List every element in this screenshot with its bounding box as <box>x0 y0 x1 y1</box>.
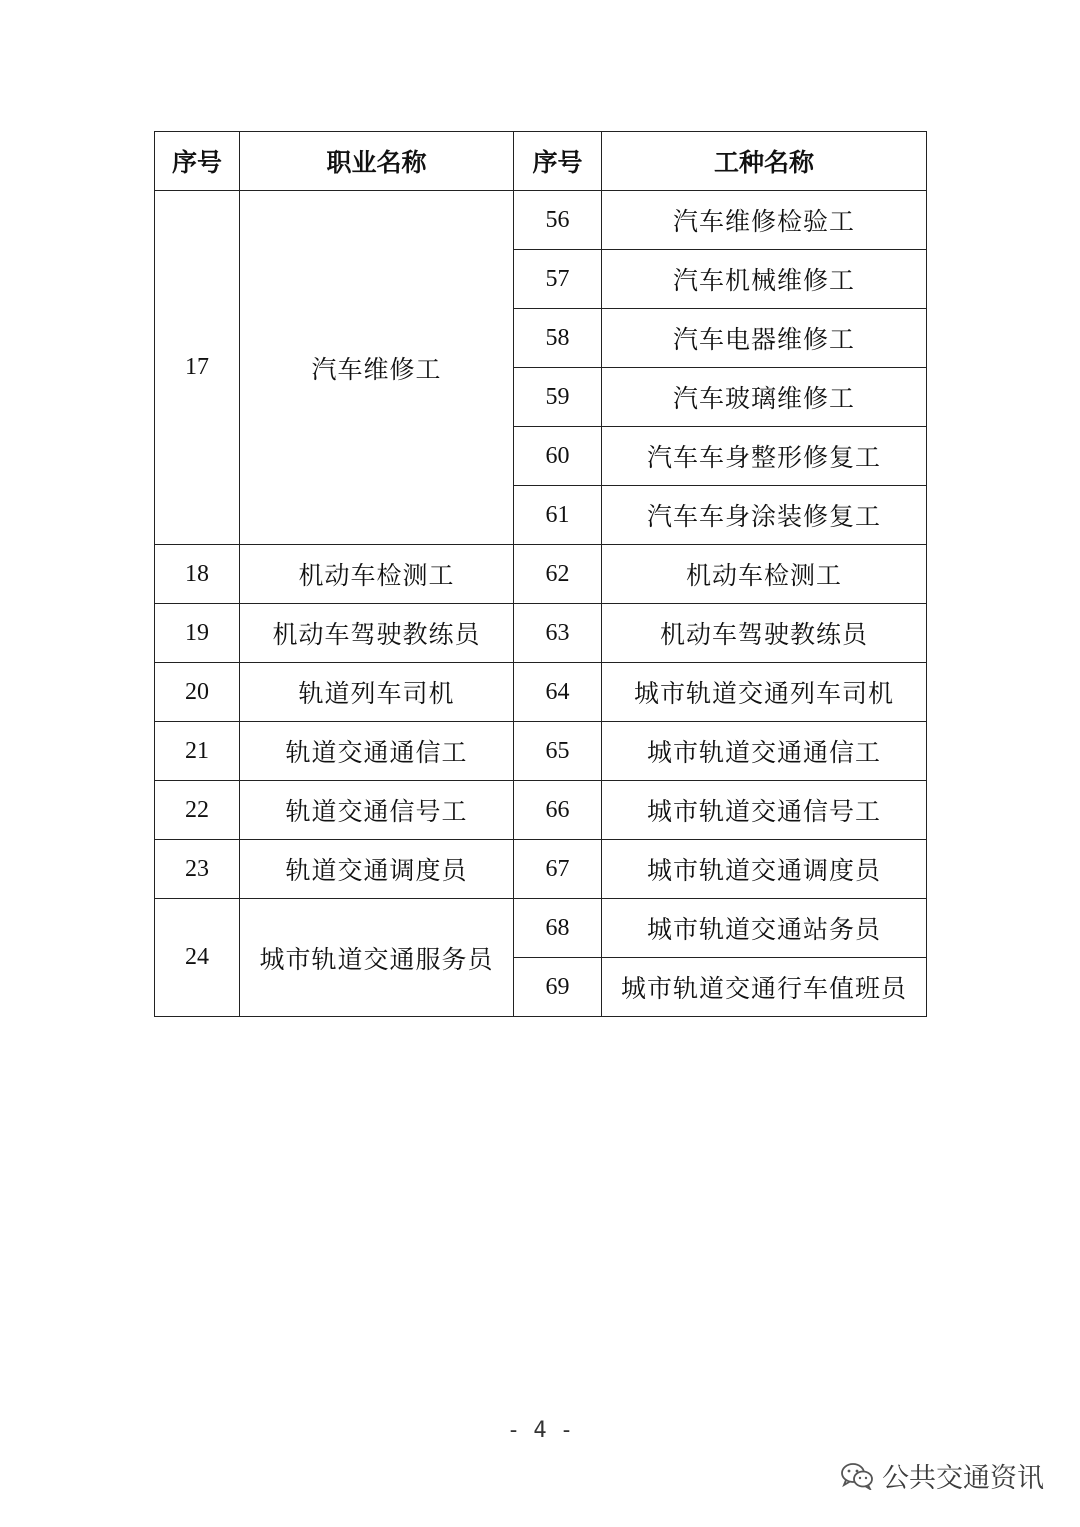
occupation-seq-cell: 21 <box>155 722 240 781</box>
job-name-cell: 城市轨道交通通信工 <box>602 722 927 781</box>
job-seq-cell: 60 <box>514 427 602 486</box>
job-name-cell: 汽车维修检验工 <box>602 191 927 250</box>
job-name-cell: 城市轨道交通站务员 <box>602 899 927 958</box>
job-name-cell: 汽车车身涂装修复工 <box>602 486 927 545</box>
occupation-name-cell: 城市轨道交通服务员 <box>240 899 514 1017</box>
job-seq-cell: 65 <box>514 722 602 781</box>
occupation-seq-cell: 22 <box>155 781 240 840</box>
job-seq-cell: 61 <box>514 486 602 545</box>
job-seq-cell: 67 <box>514 840 602 899</box>
job-name-cell: 城市轨道交通信号工 <box>602 781 927 840</box>
job-name-cell: 城市轨道交通行车值班员 <box>602 958 927 1017</box>
table-row <box>155 604 927 663</box>
table-row <box>155 840 927 899</box>
occupation-name-cell: 汽车维修工 <box>240 191 514 545</box>
job-name-cell: 汽车玻璃维修工 <box>602 368 927 427</box>
table-row <box>155 899 927 958</box>
occupation-name-cell: 轨道交通通信工 <box>240 722 514 781</box>
page-number: - 4 - <box>506 1418 574 1443</box>
occupation-seq-cell: 24 <box>155 899 240 1017</box>
job-seq-cell: 58 <box>514 309 602 368</box>
job-name-cell: 汽车电器维修工 <box>602 309 927 368</box>
job-name-cell: 城市轨道交通调度员 <box>602 840 927 899</box>
header-seq-2: 序号 <box>514 132 602 191</box>
occupation-seq-cell: 20 <box>155 663 240 722</box>
occupation-table <box>154 131 927 1017</box>
job-seq-cell: 59 <box>514 368 602 427</box>
occupation-name-cell: 机动车驾驶教练员 <box>240 604 514 663</box>
occupation-name-cell: 机动车检测工 <box>240 545 514 604</box>
occupation-name-cell: 轨道交通信号工 <box>240 781 514 840</box>
job-name-cell: 城市轨道交通列车司机 <box>602 663 927 722</box>
table-row <box>155 781 927 840</box>
table-row <box>155 191 927 250</box>
table-body <box>155 191 927 1017</box>
header-occupation-name: 职业名称 <box>240 132 514 191</box>
watermark-text: 公共交通资讯 <box>882 1463 1044 1494</box>
job-name-cell: 汽车车身整形修复工 <box>602 427 927 486</box>
occupation-seq-cell: 18 <box>155 545 240 604</box>
table-row <box>155 545 927 604</box>
occupation-seq-cell: 23 <box>155 840 240 899</box>
table-row <box>155 663 927 722</box>
job-seq-cell: 57 <box>514 250 602 309</box>
job-seq-cell: 68 <box>514 899 602 958</box>
job-seq-cell: 66 <box>514 781 602 840</box>
job-seq-cell: 56 <box>514 191 602 250</box>
occupation-seq-cell: 17 <box>155 191 240 545</box>
watermark <box>840 1456 1044 1495</box>
job-seq-cell: 64 <box>514 663 602 722</box>
occupation-name-cell: 轨道列车司机 <box>240 663 514 722</box>
wechat-icon <box>840 1462 874 1490</box>
header-seq: 序号 <box>155 132 240 191</box>
table-row <box>155 722 927 781</box>
job-name-cell: 机动车驾驶教练员 <box>602 604 927 663</box>
job-seq-cell: 62 <box>514 545 602 604</box>
table-header-row <box>155 132 927 191</box>
job-seq-cell: 63 <box>514 604 602 663</box>
job-seq-cell: 69 <box>514 958 602 1017</box>
job-name-cell: 汽车机械维修工 <box>602 250 927 309</box>
occupation-seq-cell: 19 <box>155 604 240 663</box>
job-name-cell: 机动车检测工 <box>602 545 927 604</box>
occupation-name-cell: 轨道交通调度员 <box>240 840 514 899</box>
header-job-type-name: 工种名称 <box>602 132 927 191</box>
